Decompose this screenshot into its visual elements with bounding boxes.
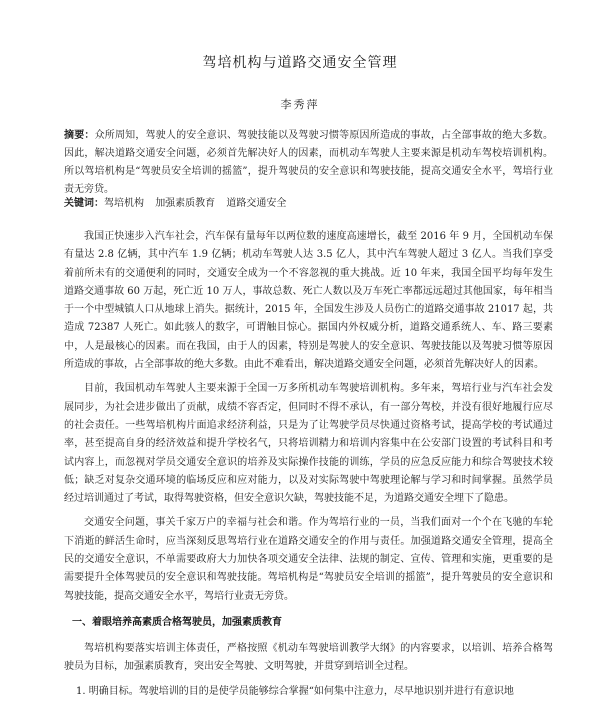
paper-author: 李秀萍 [280, 98, 320, 111]
numbered-item: 1. 明确目标。驾驶培训的目的是使学员能够综合掌握“如何集中注意力，尽早地识别并进行有意识地 [76, 685, 514, 697]
abstract-text: 众所周知，驾驶人的安全意识、驾驶技能以及驾驶习惯等原因所造成的事故，占全部事故的绝大多数。因此，解决道路交通安全问题，必须首先解决好人的因素，而机动车驾驶人主要来源是机动车驾校培训机构。所以驾培机构是“驾驶员安全培训的摇篮”，提升驾驶员的安全意识和驾驶技能，提高交通安全水平，驾培行业责无旁贷。 [64, 130, 554, 195]
section-heading: 一、着眼培养高素质合格驾驶员，加强素质教育 [72, 616, 282, 628]
abstract [64, 127, 553, 199]
body-paragraph: 驾培机构要落实培训主体责任，严格按照《机动车驾驶培训教学大纲》的内容要求，以培训、培养合格驾驶员为目标，加强素质教育，突出安全驾驶、文明驾驶，并贯穿到培训全过程。 [64, 642, 553, 673]
body-text [64, 228, 553, 707]
body-paragraph: 目前，我国机动车驾驶人主要来源于全国一万多所机动车驾驶培训机构。多年来，驾培行业与汽车社会发展同步，为社会进步做出了贡献，成绩不容否定，但同时不得不承认，有一部分驾校，并没有很好地履行应尽的社会责任。一些驾培机构片面追求经济利益，只是为了让驾驶学员尽快通过资格考试，提高学校的考试通过率，甚至提高自身的经济效益和提升学校名气，只将培训精力和培训内容集中在公安部门设置的考试科目和考试内容上，而忽视对学员交通安全意识的培养及实际操作技能的训练，学员的应急反应能力和综合驾驶技术较低；缺乏对复杂交通环境的临场反应和应对能力，以及对实际驾驶中驾驶理论解与学习和时间掌握。虽然学员经过培训通过了考试，取得驾驶资格，但安全意识欠缺，驾驶技能不足，为道路交通安全埋下了隐患。 [64, 383, 553, 505]
body-paragraph: 交通安全问题，事关千家万户的幸福与社会和谐。作为驾培行业的一员，当我们面对一个个在飞驰的车轮下消逝的鲜活生命时，应当深刻反思驾培行业在道路交通安全的作用与责任。加强道路交通安全管理，提高全民的交通安全意识，不单需要政府大力加快各项交通安全法律、法规的制定、宣传、管理和实施，更重要的是需要提升全体驾驶员的安全意识和驾驶技能。驾培机构是“驾驶员安全培训的摇篮”，提升驾驶员的安全意识和驾驶技能，提高交通安全水平，驾培行业责无旁贷。 [64, 517, 553, 602]
keywords-label: 关键词： [64, 198, 104, 209]
keyword: 道路交通安全 [226, 198, 287, 209]
keyword: 驾培机构 [104, 198, 144, 209]
abstract-label: 摘要： [64, 130, 95, 141]
keywords [64, 196, 553, 212]
keyword: 加强素质教育 [155, 198, 216, 209]
paper-title: 驾培机构与道路交通安全管理 [202, 55, 398, 71]
body-paragraph: 我国正快速步入汽车社会，汽车保有量每年以两位数的速度高速增长，截至 2016 年 9 月，全国机动车保有量达 2.8 亿辆，其中汽车 1.9 亿辆；机动车驾驶人达 3.5 亿人，其中汽车驾驶人超过 3 亿人。当我们享受着前所未有的交通便利的同时，交通安全成为一个不容忽视的重大挑战。近 10 年来，我国全国平均每年发生道路交通事故 60 万起，死亡近 10 万人，事故总数、死亡人数以及万车死亡率都远远超过其他国家，每年相当于一个中型城镇人口从地球上消失。据统计，2015 年，全国发生涉及人员伤亡的道路交通事故 21017 起，共造成 72387 人死亡。如此骇人的数字，可谓触目惊心。据国内外权威分析，道路交通系统人、车、路三要素中，人是最核心的因素。而在我国，由于人的因素，特别是驾驶人的安全意识、驾驶技能以及驾驶习惯等原因所造成的事故，占全部事故的绝大多数。由此不难看出，解决道路交通安全问题，必须首先解决好人的因素。 [64, 231, 553, 371]
